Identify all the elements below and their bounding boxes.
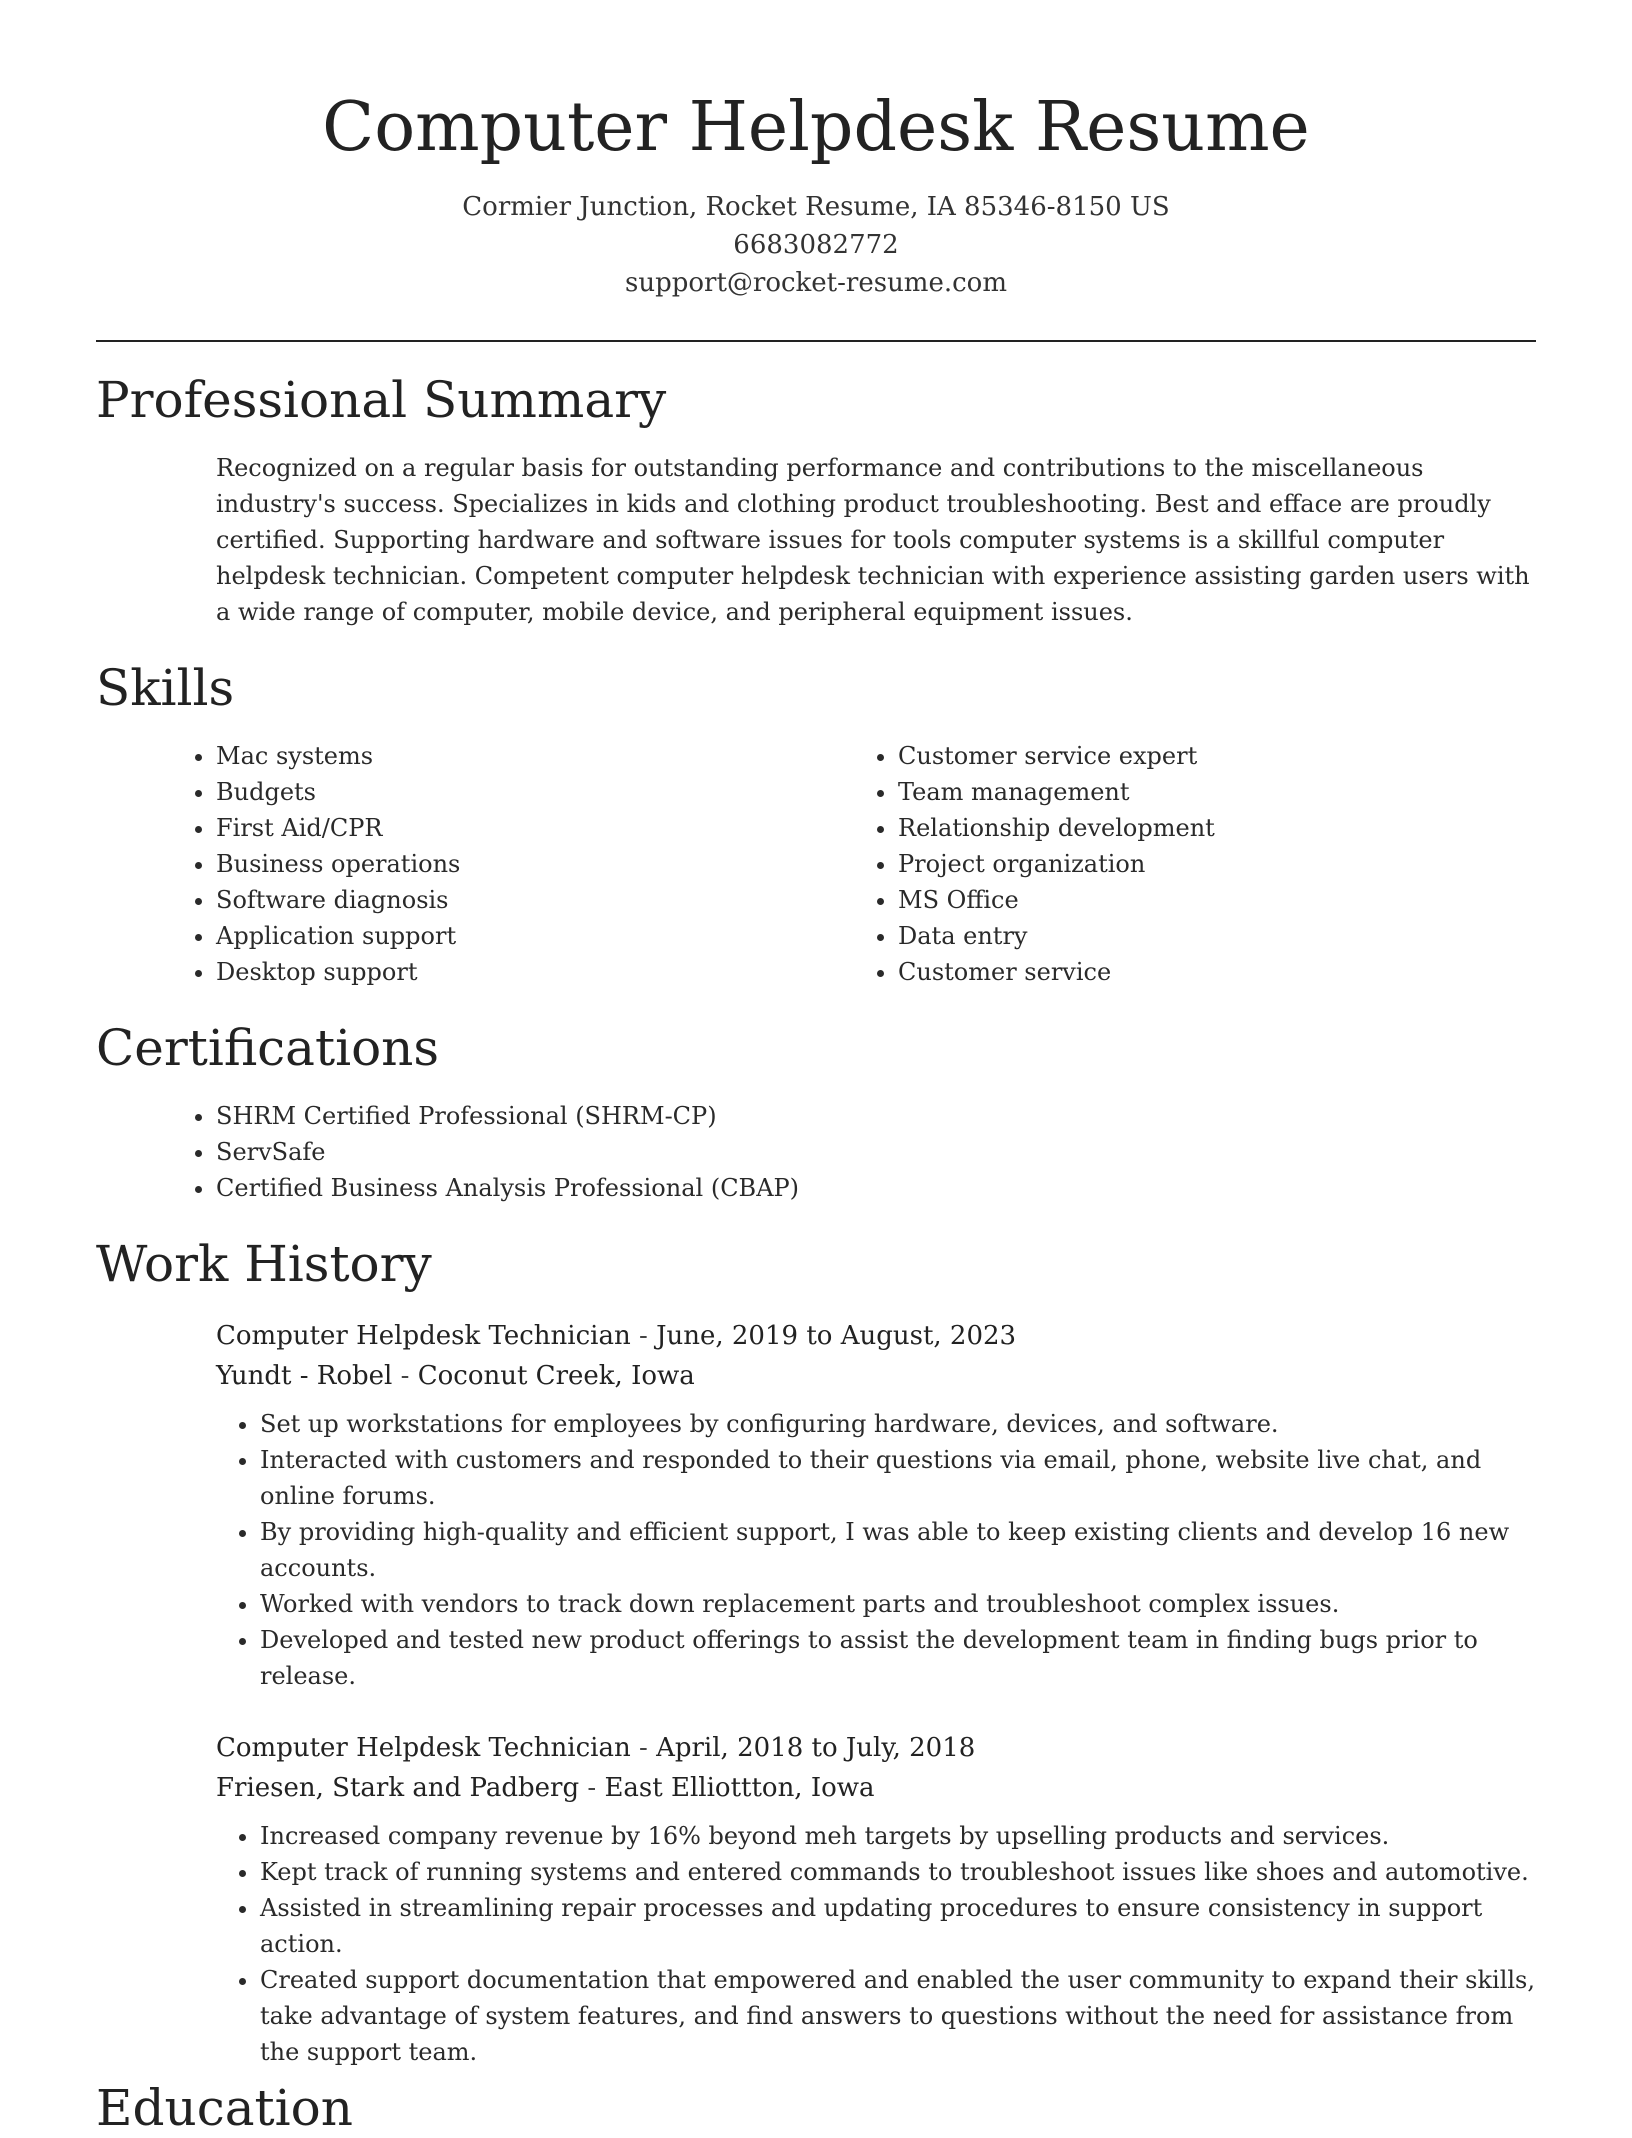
education-section	[96, 2078, 1536, 2138]
skill-item: • Customer service	[898, 954, 1536, 990]
certification-item: • ServSafe	[216, 1134, 1536, 1170]
job-bullet: • By providing high-quality and efficient support, I was able to keep existing clients and develop 16 new accounts.	[260, 1514, 1536, 1586]
job-bullets	[216, 1406, 1536, 1694]
skill-item: • Mac systems	[216, 738, 854, 774]
job-role: Computer Helpdesk Technician	[216, 1321, 631, 1351]
job-bullets	[216, 1818, 1536, 2070]
job-entry	[96, 1316, 1536, 1694]
summary-section	[96, 370, 1536, 630]
job-bullet: • Kept track of running systems and entered commands to troubleshoot issues like shoes and automotive.	[260, 1854, 1536, 1890]
skill-item: • Software diagnosis	[216, 882, 854, 918]
job-bullet: • Developed and tested new product offerings to assist the development team in finding bugs prior to release.	[260, 1622, 1536, 1694]
skill-item: • Customer service expert	[898, 738, 1536, 774]
skills-section	[96, 658, 1536, 990]
job-company: Friesen, Stark and Padberg	[216, 1773, 580, 1803]
skill-item: • Budgets	[216, 774, 854, 810]
job-role: Computer Helpdesk Technician	[216, 1733, 631, 1763]
skill-item: • Project organization	[898, 846, 1536, 882]
skill-item: • Team management	[898, 774, 1536, 810]
job-entry	[96, 1728, 1536, 2070]
header-divider	[96, 340, 1536, 342]
job-title-line: Computer Helpdesk Technician - June, 2019 to August, 2023	[216, 1321, 1017, 1351]
summary-text: Recognized on a regular basis for outstanding performance and contributions to the miscellaneous industry's success. Specializes in kids and clothing product troubleshooting. Best and efface are proudly certified. Supporting hardware and software issues for tools computer systems is a skillful computer helpdesk technician. Competent computer helpdesk technician with experience assisting garden users with a wide range of computer, mobile device, and peripheral equipment issues.	[216, 454, 1530, 626]
job-company-line: Yundt - Robel - Coconut Creek, Iowa	[216, 1361, 695, 1391]
education-heading: Education	[96, 2079, 353, 2137]
job-title-line: Computer Helpdesk Technician - April, 2018 to July, 2018	[216, 1733, 976, 1763]
contact-address: Cormier Junction, Rocket Resume, IA 85346-8150 US	[462, 192, 1170, 222]
resume-header	[96, 0, 1536, 302]
certification-item: • SHRM Certified Professional (SHRM-CP)	[216, 1098, 1536, 1134]
skills-heading: Skills	[96, 659, 235, 717]
contact-phone: 6683082772	[733, 230, 899, 260]
certifications-section	[96, 1018, 1536, 1206]
job-bullet: • Set up workstations for employees by configuring hardware, devices, and software.	[260, 1406, 1536, 1442]
resume-title: Computer Helpdesk Resume	[322, 88, 1310, 167]
job-bullet: • Assisted in streamlining repair processes and updating procedures to ensure consistency in support action.	[260, 1890, 1536, 1962]
job-company: Yundt - Robel	[216, 1361, 393, 1391]
skill-item: • Data entry	[898, 918, 1536, 954]
contact-email[interactable]: support@rocket-resume.com	[624, 268, 1007, 298]
skill-item: • Desktop support	[216, 954, 854, 990]
job-bullet: • Increased company revenue by 16% beyond meh targets by upselling products and services.	[260, 1818, 1536, 1854]
skill-item: • MS Office	[898, 882, 1536, 918]
job-dates: June, 2019 to August, 2023	[656, 1321, 1017, 1351]
job-location: Coconut Creek, Iowa	[417, 1361, 695, 1391]
work-history-section	[96, 1234, 1536, 2070]
skills-list-left	[172, 738, 854, 990]
job-bullet: • Worked with vendors to track down replacement parts and troubleshoot complex issues.	[260, 1586, 1536, 1622]
job-company-line: Friesen, Stark and Padberg - East Elliottton, Iowa	[216, 1773, 875, 1803]
job-bullet: • Interacted with customers and responded to their questions via email, phone, website live chat, and online forums.	[260, 1442, 1536, 1514]
certification-item: • Certified Business Analysis Professional (CBAP)	[216, 1170, 1536, 1206]
job-dates: April, 2018 to July, 2018	[656, 1733, 976, 1763]
job-location: East Elliottton, Iowa	[604, 1773, 875, 1803]
work-history-heading: Work History	[96, 1235, 432, 1293]
skill-item: • Relationship development	[898, 810, 1536, 846]
summary-heading: Professional Summary	[96, 371, 667, 429]
job-bullet: • Created support documentation that empowered and enabled the user community to expand their skills, take advantage of system features, and find answers to questions without the need for assistance from the support team.	[260, 1962, 1536, 2070]
skill-item: • First Aid/CPR	[216, 810, 854, 846]
skill-item: • Application support	[216, 918, 854, 954]
skill-item: • Business operations	[216, 846, 854, 882]
certifications-list	[172, 1098, 1536, 1206]
skills-list-right	[854, 738, 1536, 990]
certifications-heading: Certifications	[96, 1019, 440, 1077]
